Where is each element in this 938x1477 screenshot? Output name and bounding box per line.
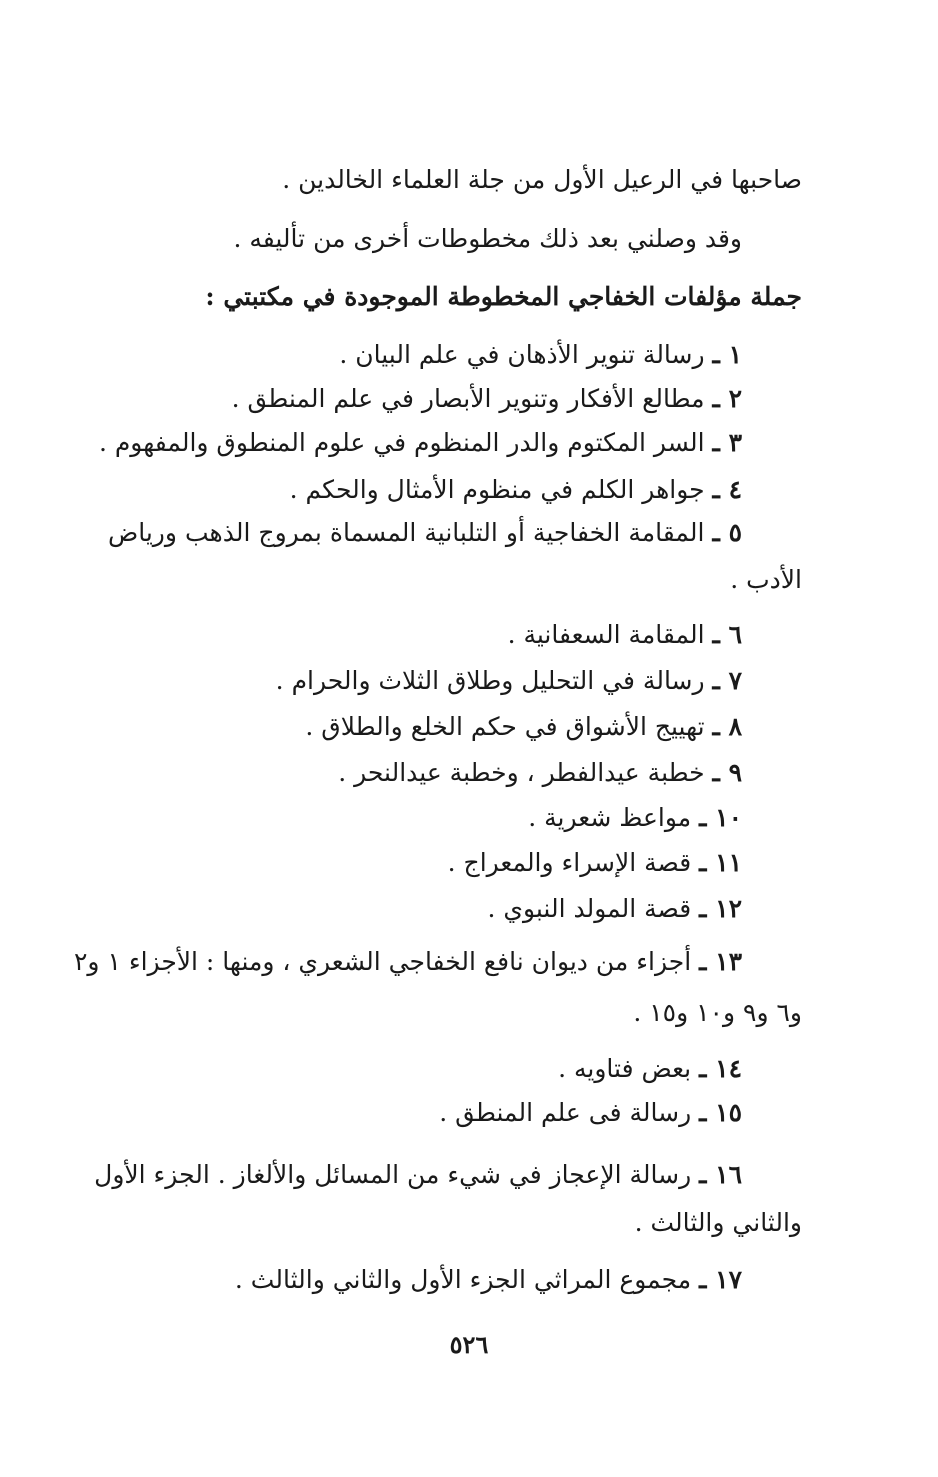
item-number: ٢ ـ: [712, 384, 742, 413]
list-item-continuation: الأدب .: [730, 565, 802, 594]
item-number: ٤ ـ: [712, 475, 742, 504]
list-item: [232, 382, 742, 416]
item-text: قصة المولد النبوي .: [487, 894, 692, 923]
item-text: مجموع المراثي الجزء الأول والثاني والثالث .: [234, 1265, 692, 1294]
item-text: رسالة فى علم المنطق .: [439, 1098, 692, 1127]
item-number: ١٤ ـ: [699, 1054, 742, 1083]
item-text: جواهر الكلم في منظوم الأمثال والحكم .: [289, 475, 705, 504]
list-item: [276, 664, 742, 698]
item-number: ٧ ـ: [712, 666, 742, 695]
item-number: ٦ ـ: [712, 620, 742, 649]
list-item: [305, 710, 742, 744]
item-text: المقامة الخفاجية أو التلبانية المسماة بمروج الذهب ورياض: [108, 518, 705, 547]
item-text: رسالة في التحليل وطلاق الثلاث والحرام .: [275, 666, 705, 695]
list-item: [339, 338, 742, 372]
list-item: [108, 516, 742, 550]
item-text: رسالة الإعجاز في شيء من المسائل والألغاز . الجزء الأول: [94, 1160, 692, 1189]
page-number: ٥٢٦: [449, 1330, 489, 1359]
section-heading: جملة مؤلفات الخفاجي المخطوطة الموجودة في مكتبتي :: [205, 282, 802, 311]
item-text: قصة الإسراء والمعراج .: [447, 848, 692, 877]
item-number: ١٦ ـ: [699, 1160, 742, 1189]
item-number: ١٧ ـ: [699, 1265, 742, 1294]
list-item: [448, 846, 742, 880]
item-text: تهييج الأشواق في حكم الخلع والطلاق .: [305, 712, 705, 741]
item-text: مطالع الأفكار وتنوير الأبصار في علم المنطق .: [231, 384, 705, 413]
item-number: ٣ ـ: [712, 428, 742, 457]
list-item: [439, 1096, 742, 1130]
list-item-continuation: والثاني والثالث .: [634, 1208, 802, 1237]
item-number: ١٢ ـ: [699, 894, 742, 923]
item-number: ٥ ـ: [712, 518, 743, 547]
item-text: بعض فتاويه .: [558, 1054, 692, 1083]
item-text: أجزاء من ديوان نافع الخفاجي الشعري ، ومنها : الأجزاء ١ و٢: [73, 947, 692, 976]
list-item: [508, 618, 742, 652]
list-item: [488, 892, 742, 926]
item-text: مواعظ شعرية .: [528, 803, 692, 832]
list-item: [235, 1263, 742, 1297]
item-text: رسالة تنوير الأذهان في علم البيان .: [339, 340, 705, 369]
list-item: [528, 801, 742, 835]
list-item: [94, 1158, 742, 1192]
item-number: ١٠ ـ: [699, 803, 742, 832]
item-text: السر المكتوم والدر المنظوم في علوم المنطوق والمفهوم .: [98, 428, 705, 457]
list-item: [558, 1052, 742, 1086]
item-number: ١٥ ـ: [699, 1098, 742, 1127]
list-item: [338, 756, 742, 790]
paragraph-line: صاحبها في الرعيل الأول من جلة العلماء الخالدين .: [282, 165, 802, 194]
item-number: ٨ ـ: [712, 712, 742, 741]
item-number: ١١ ـ: [699, 848, 742, 877]
item-number: ٩ ـ: [712, 758, 742, 787]
list-item: [99, 426, 742, 460]
item-number: ١٣ ـ: [699, 947, 742, 976]
list-item: [73, 945, 742, 979]
list-item: [290, 473, 742, 507]
list-item-continuation: و٦ و٩ و١٠ و١٥ .: [633, 998, 802, 1027]
item-text: المقامة السعفانية .: [507, 620, 705, 649]
item-text: خطبة عيدالفطر ، وخطبة عيدالنحر .: [338, 758, 705, 787]
paragraph-line: وقد وصلني بعد ذلك مخطوطات أخرى من تأليفه .: [233, 224, 742, 253]
item-number: ١ ـ: [712, 340, 742, 369]
